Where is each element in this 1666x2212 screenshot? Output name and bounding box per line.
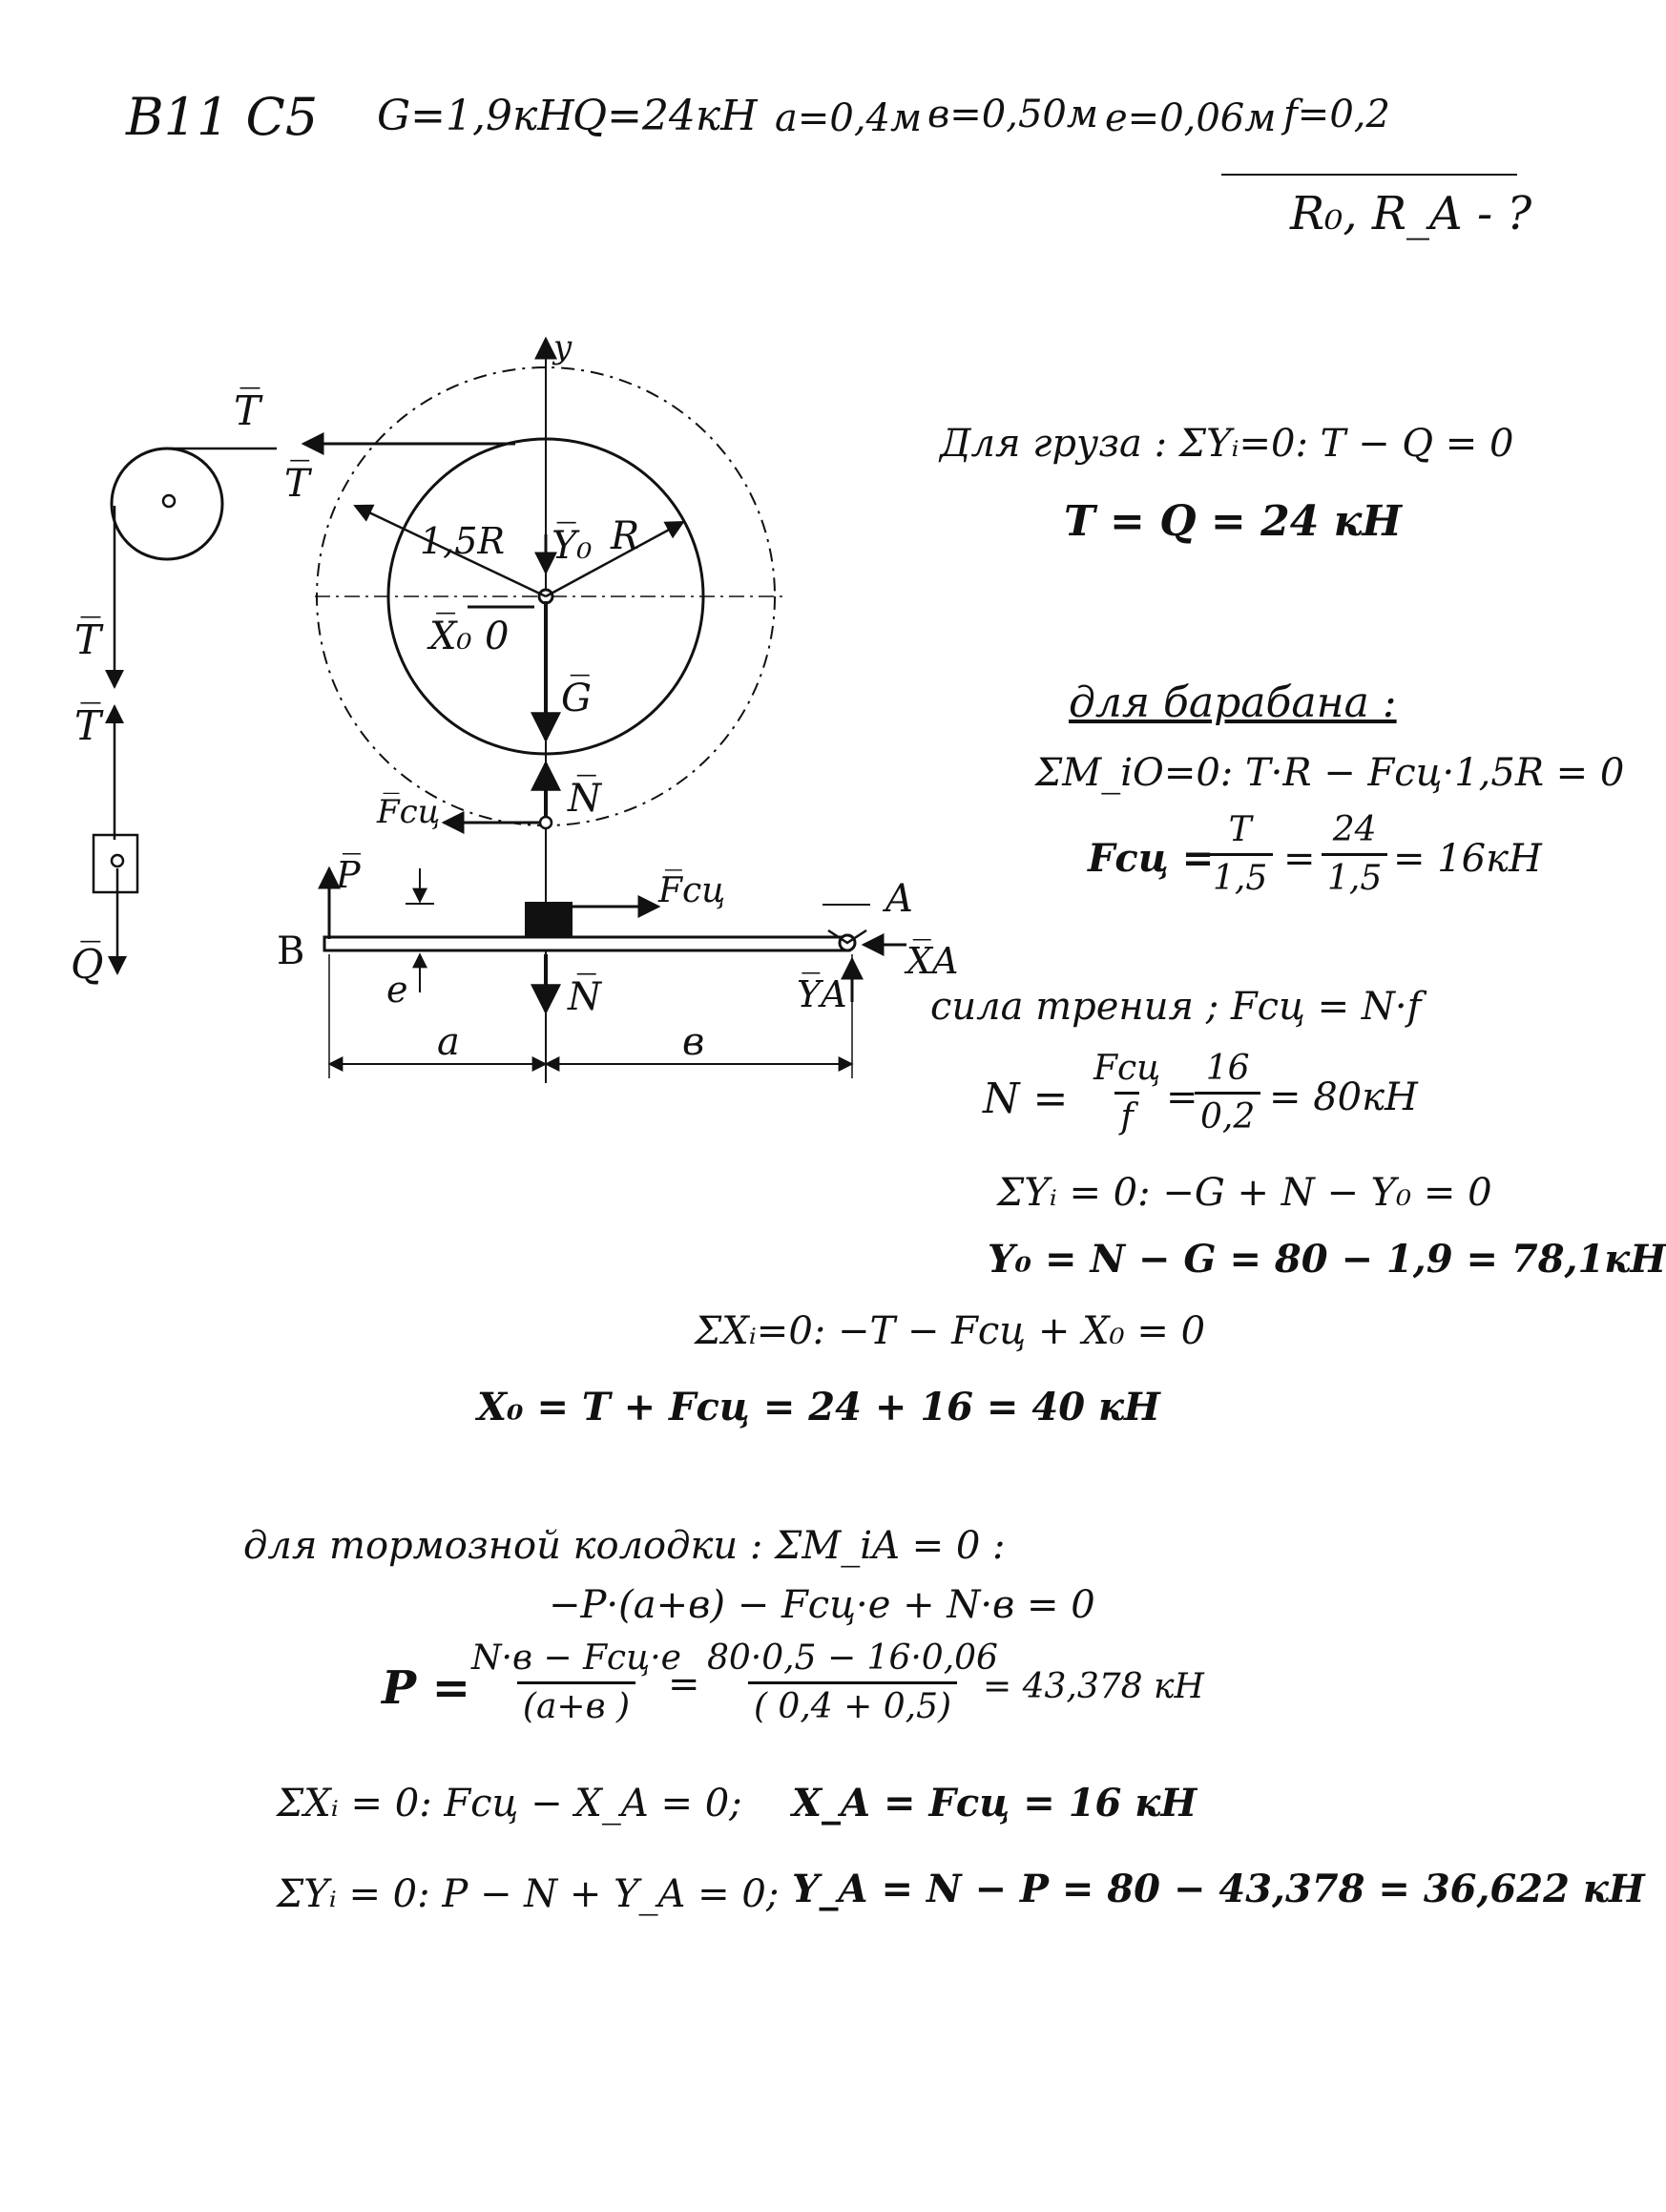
friction-frac-1-den: f [1114, 1092, 1138, 1137]
brake-p-lhs: P = [382, 1661, 471, 1715]
friction-n-result: = 80кН [1269, 1075, 1418, 1119]
brake-frac-1-den: (a+в ) [517, 1681, 635, 1726]
t-arrow-label: T̅ [284, 462, 310, 506]
brake-shoe [525, 902, 573, 937]
brake-sum-y: ΣYᵢ = 0: P − N + Y_A = 0; [277, 1872, 780, 1916]
brake-beam [324, 937, 849, 950]
param-g: G=1,9кН [377, 92, 574, 140]
friction-n-lhs: N = [983, 1075, 1069, 1123]
pulley-circle [112, 449, 222, 559]
param-q: Q=24кН [573, 92, 758, 140]
t-top-label: T̅ [234, 387, 261, 434]
brake-xa: X_A = Fсц = 16 кН [792, 1781, 1197, 1826]
drum-frac-2-den: 1,5 [1322, 853, 1387, 898]
dim-b-label: в [682, 1020, 705, 1064]
load-box [94, 835, 137, 892]
brake-ya: Y_A = N − P = 80 − 43,378 = 36,622 кН [792, 1867, 1645, 1911]
drum-moment-eq: ΣM_iO=0: T·R − Fсц·1,5R = 0 [1035, 751, 1625, 795]
friction-frac-2-den: 0,2 [1195, 1092, 1260, 1137]
e-label: e [386, 969, 408, 1011]
friction-n-eq: = [1166, 1075, 1198, 1119]
brake-moment-eq: −P·(a+в) − Fсц·e + N·в = 0 [549, 1583, 1095, 1627]
brake-frac-1-num: N·в − Fсц·e [471, 1638, 681, 1678]
drum-frac-1-num: T [1228, 810, 1252, 849]
param-e: e=0,06м [1105, 96, 1277, 140]
cargo-heading: Для груза : ΣYᵢ=0: T − Q = 0 [940, 422, 1514, 466]
friction-frac-2 [1195, 1050, 1260, 1136]
brake-frac-1 [466, 1639, 687, 1725]
drum-f-lhs: Fсц = [1088, 836, 1215, 881]
pulley-axle [163, 495, 175, 507]
a-point-label: A [885, 877, 913, 921]
param-f: f=0,2 [1283, 93, 1390, 136]
brake-frac-2-num: 80·0,5 − 16·0,06 [707, 1638, 998, 1678]
r-inner-label: R [611, 514, 640, 558]
b-point-label: B [277, 929, 305, 973]
friction-y0: Y₀ = N − G = 80 − 1,9 = 78,1кН [988, 1237, 1666, 1282]
x0-label: X̅₀ [429, 615, 472, 658]
friction-sum-y: ΣYᵢ = 0: −G + N − Y₀ = 0 [997, 1171, 1492, 1215]
y-axis-label: y [553, 328, 573, 366]
r-outer-label: 1,5R [420, 520, 506, 562]
g-label: G̅ [561, 677, 592, 720]
friction-frac-1-num: Fсц [1093, 1049, 1161, 1088]
param-a: a=0,4м [775, 96, 923, 140]
drum-heading: для барабана : [1069, 678, 1397, 727]
t-left-up-label: T̅ [74, 702, 102, 749]
cargo-result: T = Q = 24 кН [1064, 497, 1402, 546]
q-label: Q̅ [71, 941, 104, 988]
brake-sum-x: ΣXᵢ = 0: Fсц − X_A = 0; [277, 1782, 742, 1826]
drum-frac-2 [1322, 811, 1387, 897]
xa-label: X̅A [906, 940, 959, 982]
dim-a-label: a [437, 1020, 460, 1064]
brake-heading: для тормозной колодки : ΣM_iA = 0 : [243, 1524, 1006, 1568]
drum-frac-2-num: 24 [1332, 810, 1377, 849]
brake-frac-2-den: ( 0,4 + 0,5) [748, 1681, 957, 1726]
friction-heading: сила трения ; Fсц = N·f [930, 985, 1422, 1029]
p-label: P̅ [336, 854, 361, 896]
brake-p-result: = 43,378 кН [983, 1667, 1204, 1706]
drum-frac-1-den: 1,5 [1207, 853, 1273, 898]
find-label: R₀, R_A - ? [1290, 187, 1532, 240]
brake-p-eq: = [668, 1662, 700, 1706]
fsc-right-label: F̅сц [658, 871, 726, 910]
friction-frac-1 [1088, 1050, 1166, 1136]
drum-frac-1 [1207, 811, 1273, 897]
n-up-label: N̅ [568, 777, 601, 821]
y0-label: Y̅₀ [552, 524, 593, 568]
t-left-down-label: T̅ [74, 616, 102, 663]
variant-label: В11 С5 [126, 87, 319, 147]
friction-x0: X₀ = T + Fсц = 24 + 16 = 40 кН [477, 1385, 1160, 1429]
friction-sum-x: ΣXᵢ=0: −T − Fсц + X₀ = 0 [695, 1309, 1206, 1353]
ya-label: Y̅A [797, 973, 847, 1015]
brake-frac-2 [701, 1639, 1004, 1725]
n-down-label: N̅ [568, 975, 601, 1019]
param-b: в=0,50м [927, 93, 1099, 136]
fsc-left-label: F̅сц [377, 793, 441, 831]
friction-frac-2-num: 16 [1205, 1049, 1250, 1088]
drum-f-result: = 16кН [1393, 837, 1542, 881]
drum-f-eq: = [1283, 837, 1316, 881]
o-label: 0 [485, 615, 510, 658]
